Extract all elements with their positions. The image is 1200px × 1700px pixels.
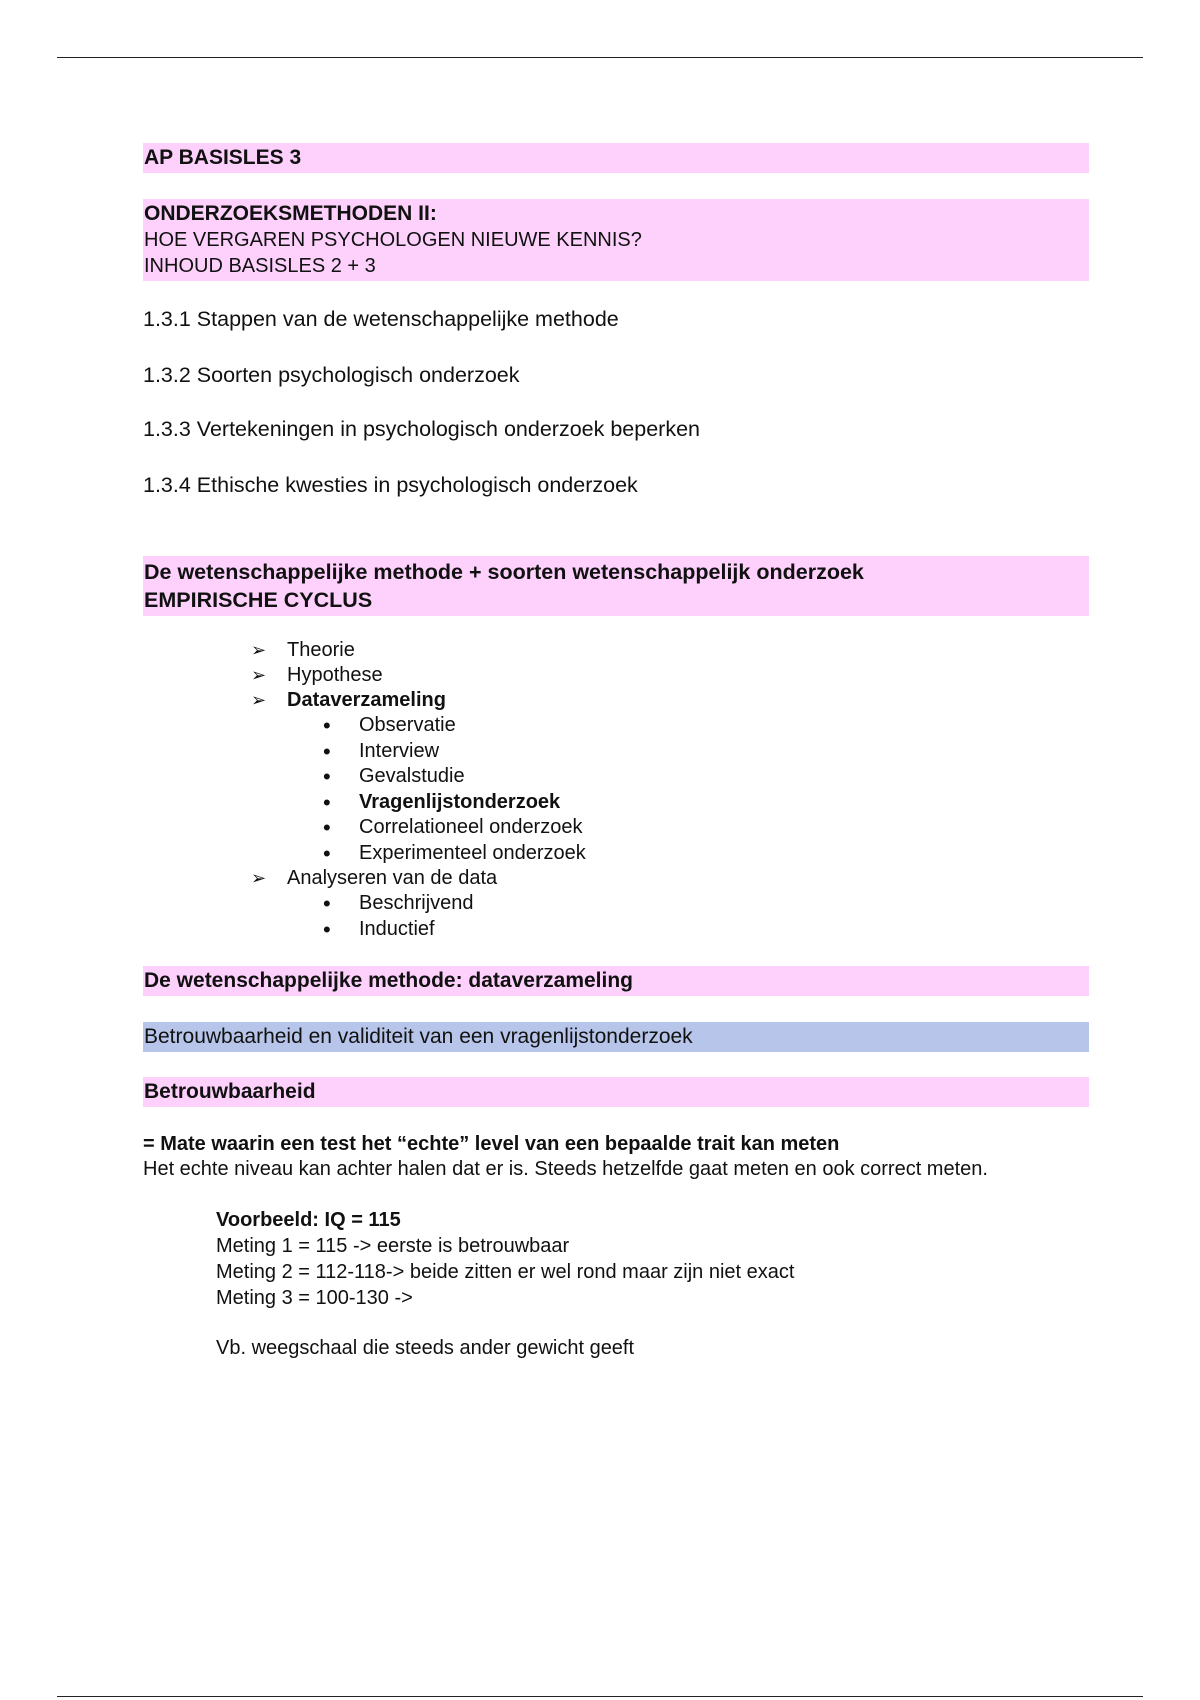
arrow-bullet-icon: ➢	[251, 868, 267, 888]
reliability-explanation: Het echte niveau kan achter halen dat er is. Steeds hetzelfde gaat meten en ook correct meten.	[143, 1158, 988, 1180]
method-label: Experimenteel onderzoek	[359, 841, 586, 864]
toc-item-1-3-3: 1.3.3 Vertekeningen in psychologisch onderzoek beperken	[143, 417, 700, 441]
cycle-step-hypothesis	[143, 663, 1089, 688]
bullet-icon: •	[323, 789, 331, 815]
empirical-cycle-list	[143, 638, 1089, 942]
method-section-title: De wetenschappelijke methode + soorten wetenschappelijk onderzoek	[144, 560, 864, 584]
analysis-types	[143, 891, 1089, 942]
example-title: Voorbeeld: IQ = 115	[216, 1209, 401, 1231]
intro-section-title: ONDERZOEKSMETHODEN II:	[144, 202, 437, 225]
analysis-label: Beschrijvend	[359, 892, 474, 914]
analysis-label: Inductief	[359, 917, 435, 940]
method-label: Correlationeel onderzoek	[359, 816, 583, 838]
page-top-rule	[57, 57, 1143, 58]
reliability-section-title: Betrouwbaarheid	[144, 1080, 316, 1103]
list-item	[143, 713, 1089, 739]
cycle-step-label: Theorie	[287, 639, 355, 661]
arrow-bullet-icon: ➢	[251, 640, 267, 660]
document-body	[143, 143, 1089, 1361]
intro-section-band	[143, 199, 1089, 281]
lesson-title-band	[143, 143, 1089, 173]
cycle-step-theory	[143, 638, 1089, 663]
example-measurement-3: Meting 3 = 100-130 ->	[216, 1287, 413, 1309]
toc-item-1-3-1: 1.3.1 Stappen van de wetenschappelijke methode	[143, 307, 619, 331]
reliability-definition: = Mate waarin een test het “echte” level van een bepaalde trait kan meten	[143, 1133, 840, 1155]
toc-item-1-3-2: 1.3.2 Soorten psychologisch onderzoek	[143, 363, 520, 387]
reliability-validity-band	[143, 1022, 1089, 1052]
page-bottom-rule	[57, 1696, 1143, 1697]
cycle-step-analysis	[143, 866, 1089, 942]
example-measurement-2: Meting 2 = 112-118-> beide zitten er wel rond maar zijn niet exact	[216, 1261, 795, 1283]
list-item	[143, 764, 1089, 790]
arrow-bullet-icon: ➢	[251, 690, 267, 710]
bullet-icon: •	[323, 891, 331, 916]
method-label: Interview	[359, 739, 440, 762]
bullet-icon: •	[323, 815, 331, 840]
cycle-step-label: Hypothese	[287, 664, 383, 686]
cycle-step-label: Dataverzameling	[287, 689, 446, 711]
bullet-icon: •	[323, 738, 331, 764]
method-section-subtitle: EMPIRISCHE CYCLUS	[144, 588, 373, 612]
method-label: Vragenlijstonderzoek	[359, 790, 561, 813]
bullet-icon: •	[323, 916, 331, 942]
cycle-step-label: Analyseren van de data	[287, 867, 498, 889]
arrow-bullet-icon: ➢	[251, 665, 267, 685]
list-item	[143, 891, 1089, 917]
cycle-step-data-collection	[143, 688, 1089, 866]
list-item	[143, 739, 1089, 765]
list-item	[143, 917, 1089, 943]
list-item	[143, 815, 1089, 841]
bullet-icon: •	[323, 713, 331, 738]
method-section-band	[143, 556, 1089, 616]
example-measurement-1: Meting 1 = 115 -> eerste is betrouwbaar	[216, 1235, 570, 1257]
intro-section-subtitle: HOE VERGAREN PSYCHOLOGEN NIEUWE KENNIS?	[144, 229, 642, 251]
example-scale: Vb. weegschaal die steeds ander gewicht geeft	[216, 1337, 635, 1359]
method-label: Observatie	[359, 714, 456, 736]
method-label: Gevalstudie	[359, 765, 465, 787]
toc-item-1-3-4: 1.3.4 Ethische kwesties in psychologisch onderzoek	[143, 473, 638, 497]
list-item	[143, 790, 1089, 816]
data-collection-section-band	[143, 966, 1089, 996]
example-block	[143, 1207, 1089, 1361]
reliability-section-band	[143, 1077, 1089, 1107]
bullet-icon: •	[323, 764, 331, 789]
reliability-validity-title: Betrouwbaarheid en validiteit van een vragenlijstonderzoek	[144, 1025, 693, 1048]
lesson-title: AP BASISLES 3	[144, 146, 302, 169]
data-collection-section-title: De wetenschappelijke methode: dataverzameling	[144, 969, 633, 992]
bullet-icon: •	[323, 840, 331, 866]
list-item	[143, 841, 1089, 867]
data-collection-methods	[143, 713, 1089, 866]
intro-section-contents: INHOUD BASISLES 2 + 3	[144, 255, 376, 277]
